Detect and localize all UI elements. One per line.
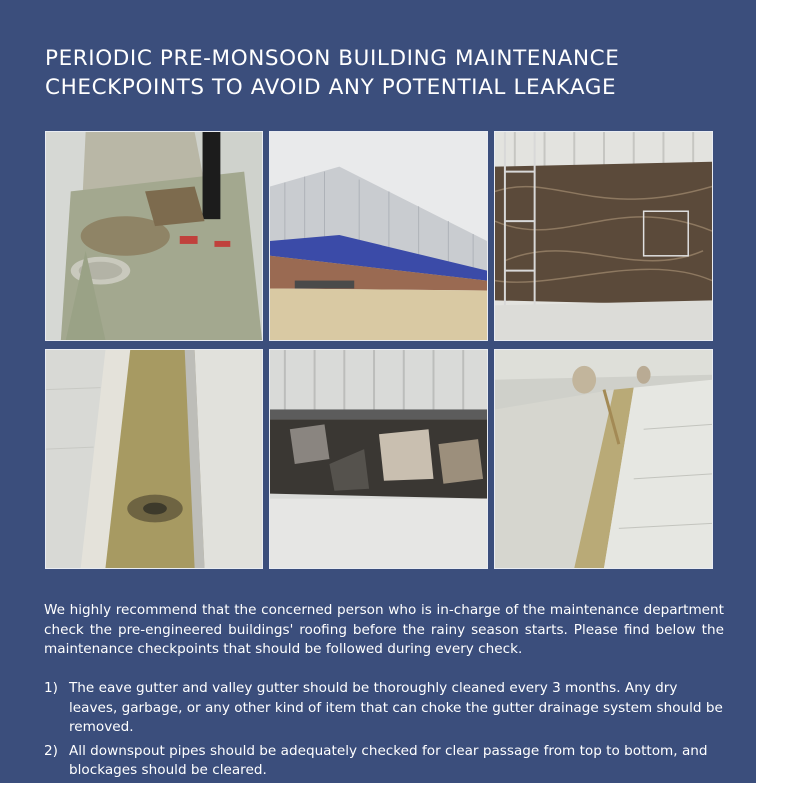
photo-garbage-gutter xyxy=(269,349,488,569)
list-item-number: 2) xyxy=(44,742,58,759)
list-item-text: The eave gutter and valley gutter should be thoroughly cleaned every 3 months. Any dry leaves, garbage, or any other kind of item that can choke the gutter drainage system should be removed. xyxy=(69,680,723,735)
list-item-number: 1) xyxy=(44,680,58,696)
photo-building-exterior xyxy=(269,131,488,341)
list-item xyxy=(44,742,726,781)
photo-clogged-gutter-mesh xyxy=(494,131,713,341)
photo-flooded-gutter xyxy=(45,131,263,341)
list-item xyxy=(44,679,726,738)
checkpoint-list xyxy=(44,679,726,785)
intro-paragraph: We highly recommend that the concerned person who is in-charge of the maintenance department check the pre-engineered buildings' roofing before the rainy season starts. Please find below the maintenance checkpoints that should be followed during every check. xyxy=(44,602,724,657)
title-line-2: CHECKPOINTS TO AVOID ANY POTENTIAL LEAKAGE xyxy=(45,75,617,100)
page-title xyxy=(45,44,725,102)
photo-dirty-roof-gutter xyxy=(45,349,263,569)
list-item-text: All downspout pipes should be adequately checked for clear passage from top to bottom, and blockages should be cleared. xyxy=(69,742,708,778)
title-line-1: PERIODIC PRE-MONSOON BUILDING MAINTENANCE xyxy=(45,46,620,71)
photo-workers-cleaning-gutter xyxy=(494,349,713,569)
